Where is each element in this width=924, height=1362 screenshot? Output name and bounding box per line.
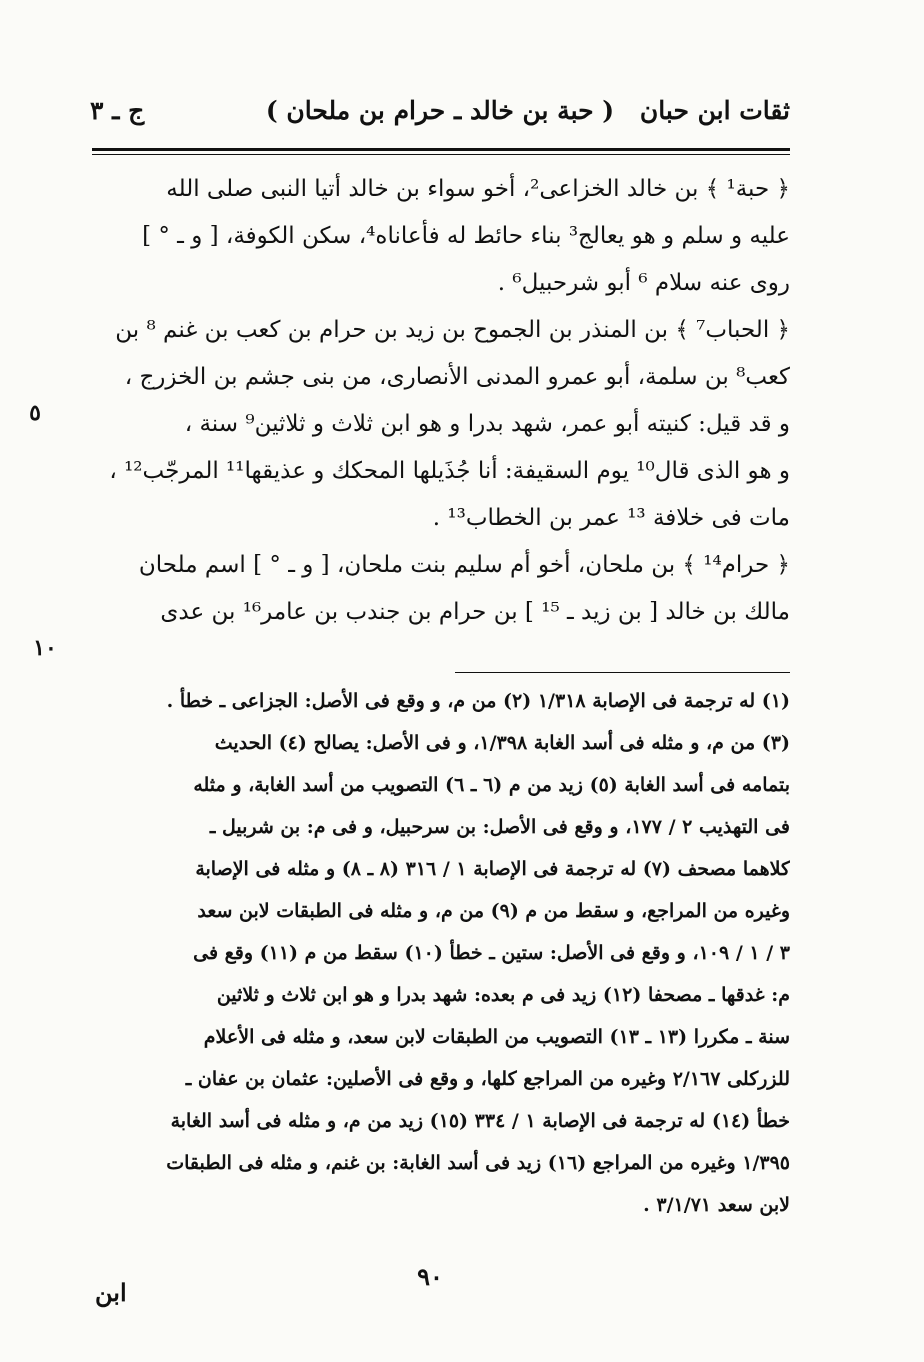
text-line: ﴿ الحباب⁷ ﴾ بن المنذر بن الجموح بن زيد بن حرام بن كعب بن غنم ⁸ بن bbox=[115, 317, 790, 343]
footnote-line: خطأ (١٤) له ترجمة فى الإصابة ١ / ٣٣٤ (١٥) زيد من م، و مثله فى أسد الغابة bbox=[170, 1110, 790, 1132]
text-line: مالك بن خالد [ بن زيد ـ ¹⁵ ] بن حرام بن جندب بن عامر¹⁶ بن عدى bbox=[160, 599, 790, 625]
footnote-line: وغيره من المراجع، و سقط من م (٩) من م، و مثله فى الطبقات لابن سعد bbox=[197, 900, 790, 922]
line-number-5: ٥ bbox=[29, 400, 41, 426]
footnote-line: فى التهذيب ٢ / ١٧٧، و وقع فى الأصل: بن سرحبيل، و فى م: بن شربيل ـ bbox=[209, 816, 790, 838]
footnote-line: ٣ / ١ / ١٠٩، و وقع فى الأصل: ستين ـ خطأ (١٠) سقط من م (١١) وقع فى bbox=[193, 942, 790, 964]
text-line: مات فى خلافة ¹³ عمر بن الخطاب¹³ . bbox=[432, 505, 790, 531]
text-line: عليه و سلم و هو يعالج³ بناء حائط له فأعاناه⁴، سكن الكوفة، [ و ـ ° ] bbox=[142, 223, 790, 249]
footnote-line: م: غدقها ـ مصحفا (١٢) زيد فى م بعده: شهد بدرا و هو ابن ثلاث و ثلاثين bbox=[216, 984, 790, 1006]
footnote-line: للزركلى ٢/١٦٧ وغيره من المراجع كلها، و وقع فى الأصلين: عثمان بن عفان ـ bbox=[185, 1068, 790, 1090]
header-book-title: ثقات ابن حبان bbox=[639, 96, 790, 125]
running-header bbox=[90, 96, 790, 136]
footnote-line: سنة ـ مكررا (١٣ ـ ١٣) التصويب من الطبقات لابن سعد، و مثله فى الأعلام bbox=[203, 1026, 790, 1048]
header-rule-thick bbox=[92, 148, 790, 151]
footnote-line: كلاهما مصحف (٧) له ترجمة فى الإصابة ١ / ٣١٦ (٨ ـ ٨) و مثله فى الإصابة bbox=[195, 858, 790, 880]
text-line: ﴿ حرام¹⁴ ﴾ بن ملحان، أخو أم سليم بنت ملحان، [ و ـ ° ] اسم ملحان bbox=[138, 552, 790, 578]
footnote-line: ١/٣٩٥ وغيره من المراجع (١٦) زيد فى أسد الغابة: بن غنم، و مثله فى الطبقات bbox=[166, 1152, 790, 1174]
footnote-line: بتمامه فى أسد الغابة (٥) زيد من م (٦ ـ ٦) التصويب من أسد الغابة، و مثله bbox=[193, 774, 790, 796]
page-number: ٩٠ bbox=[417, 1262, 443, 1291]
header-entries-range: ( حبة بن خالد ـ حرام بن ملحان ) bbox=[265, 96, 615, 125]
footnote-line: (٣) من م، و مثله فى أسد الغابة ١/٣٩٨، و فى الأصل: يصالح (٤) الحديث bbox=[214, 732, 790, 754]
text-line: ﴿ حبة¹ ﴾ بن خالد الخزاعى²، أخو سواء بن خالد أتيا النبى صلى الله bbox=[166, 176, 790, 202]
footnote-line: (١) له ترجمة فى الإصابة ١/٣١٨ (٢) من م، و وقع فى الأصل: الجزاعى ـ خطأ . bbox=[166, 690, 790, 712]
text-line: و قد قيل: كنيته أبو عمر، شهد بدرا و هو ابن ثلاث و ثلاثين⁹ سنة ، bbox=[184, 411, 790, 437]
line-number-10: ١٠ bbox=[33, 635, 57, 661]
text-line: روى عنه سلام ⁶ أبو شرحبيل⁶ . bbox=[497, 270, 790, 296]
footnote-separator bbox=[455, 672, 790, 673]
footnotes bbox=[95, 680, 790, 1226]
catchword: ابن bbox=[95, 1278, 127, 1307]
header-rule-thin bbox=[92, 154, 790, 155]
text-line: و هو الذى قال¹⁰ يوم السقيفة: أنا جُذَيلها المحكك و عذيقها¹¹ المرجّب¹² ، bbox=[109, 458, 790, 484]
footnote-line: لابن سعد ٣/١/٧١ . bbox=[643, 1194, 790, 1216]
header-volume: ج ـ ٣ bbox=[90, 96, 145, 125]
text-line: كعب⁸ بن سلمة، أبو عمرو المدنى الأنصارى، من بنى جشم بن الخزرج ، bbox=[124, 364, 790, 390]
main-text bbox=[29, 166, 790, 661]
